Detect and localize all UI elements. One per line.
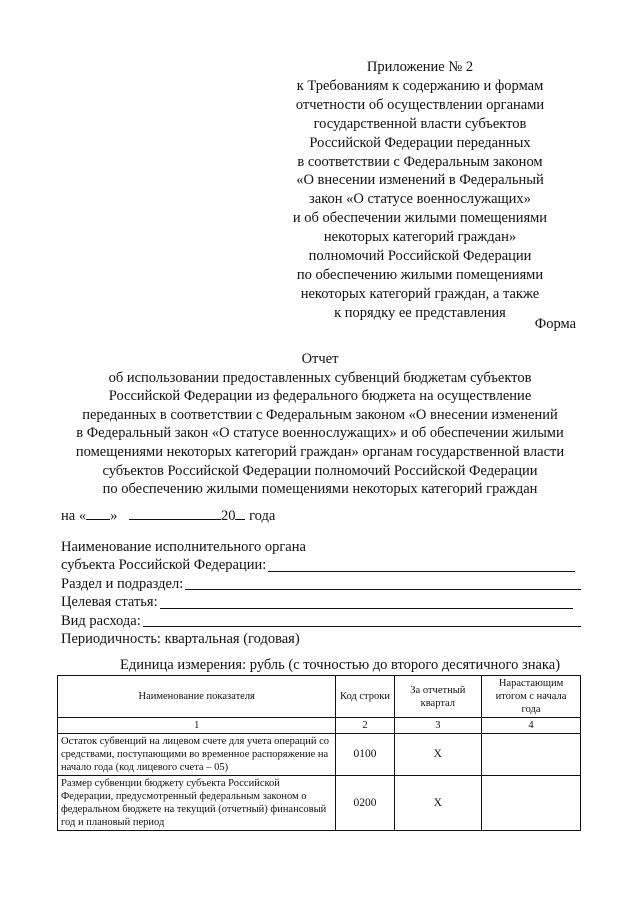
appendix-line: «О внесении изменений в Федеральный [296,172,544,189]
appendix-title: Приложение № 2 [366,59,474,75]
row-cumulative-value[interactable] [482,776,581,831]
section-label: Раздел и подраздел: [61,575,184,592]
report-table [57,675,581,831]
column-number-row [58,718,581,734]
appendix-line: отчетности об осуществлении органами [295,96,545,113]
org-name-row [61,538,581,556]
org-name-row-2 [61,556,581,574]
appendix-line: полномочий Российской Федерации [308,248,532,265]
appendix-line: и об обеспечении жилыми помещениями [292,210,548,227]
section-row [61,575,581,593]
org-name-field[interactable] [268,557,575,572]
report-title-line: об использовании предоставленных субвенций бюджетам субъектов [108,369,532,386]
report-heading: Отчет [301,351,339,367]
form-label: Форма [534,316,576,332]
table-header-row [58,676,581,718]
row-quarter-value: Х [394,776,481,831]
appendix-line: закон «О статусе военнослужащих» [309,191,531,208]
date-prefix: на « [61,508,87,524]
column-number: 2 [336,718,394,734]
column-number: 3 [394,718,481,734]
appendix-header [270,58,570,323]
column-number: 1 [58,718,336,734]
month-blank[interactable] [129,505,221,520]
appendix-line: некоторых категорий граждан, а также [300,285,540,302]
row-quarter-value: Х [394,734,481,776]
target-article-row [61,593,581,611]
row-indicator-name: Размер субвенции бюджету субъекта Российской Федерации, предусмотренный федеральным законом о федеральном бюджете на текущий (отчетный) финансовый год и плановый период [58,776,336,831]
appendix-line: к Требованиям к содержанию и формам [296,77,544,94]
report-title-line: переданных в соответствии с Федеральным законом «О внесении изменений [82,406,558,423]
year-prefix: 20 [220,508,236,524]
day-blank[interactable] [86,505,110,520]
date-quote-close: » [110,508,118,524]
appendix-line: в соответствии с Федеральным законом [297,153,543,170]
report-fields [61,538,581,648]
appendix-line: государственной власти субъектов [313,115,527,132]
row-code: 0200 [336,776,394,831]
appendix-line: Российской Федерации переданных [309,134,531,151]
expense-type-row [61,612,581,630]
column-header-cumulative: Нарастающим итогом с начала года [482,676,581,718]
section-field[interactable] [185,575,581,590]
appendix-line: некоторых категорий граждан» [323,229,517,246]
row-indicator-name: Остаток субвенций на лицевом счете для учета операций со средствами, поступающими во временное распоряжение на начало года (код лицевого счета – 05) [58,734,336,776]
periodicity-label: Периодичность: квартальная (годовая) [61,631,300,648]
report-title-line: в Федеральный закон «О статусе военнослужащих» и об обеспечении жилыми [76,425,564,442]
row-code: 0100 [336,734,394,776]
year-blank[interactable] [235,505,245,520]
appendix-line: к порядку ее представления [334,304,506,321]
expense-type-field[interactable] [143,612,581,627]
target-article-label: Целевая статья: [61,594,158,611]
table-row [58,776,581,831]
report-title-line: помещениями некоторых категорий граждан» органам государственной власти [75,443,565,460]
report-title [40,350,600,499]
org-name-label-2: субъекта Российской Федерации: [61,557,267,574]
appendix-line: по обеспечению жилыми помещениями [296,266,544,283]
report-date-line [61,505,275,525]
periodicity-row [61,630,581,648]
target-article-field[interactable] [160,594,573,609]
expense-type-label: Вид расхода: [61,612,141,629]
report-title-line: субъектов Российской Федерации полномочий Российской Федерации [102,462,538,479]
column-header-indicator: Наименование показателя [58,676,336,718]
column-header-quarter: За отчетный квартал [394,676,481,718]
report-title-line: Российской Федерации из федерального бюджета на осуществление [108,388,532,405]
table-row [58,734,581,776]
date-suffix: года [249,508,276,524]
report-title-line: по обеспечению жилыми помещениями некоторых категорий граждан [102,481,538,498]
org-name-label: Наименование исполнительного органа [61,539,306,555]
unit-of-measure: Единица измерения: рубль (с точностью до второго десятичного знака) [120,657,561,673]
row-cumulative-value[interactable] [482,734,581,776]
column-number: 4 [482,718,581,734]
column-header-code: Код строки [336,676,394,718]
